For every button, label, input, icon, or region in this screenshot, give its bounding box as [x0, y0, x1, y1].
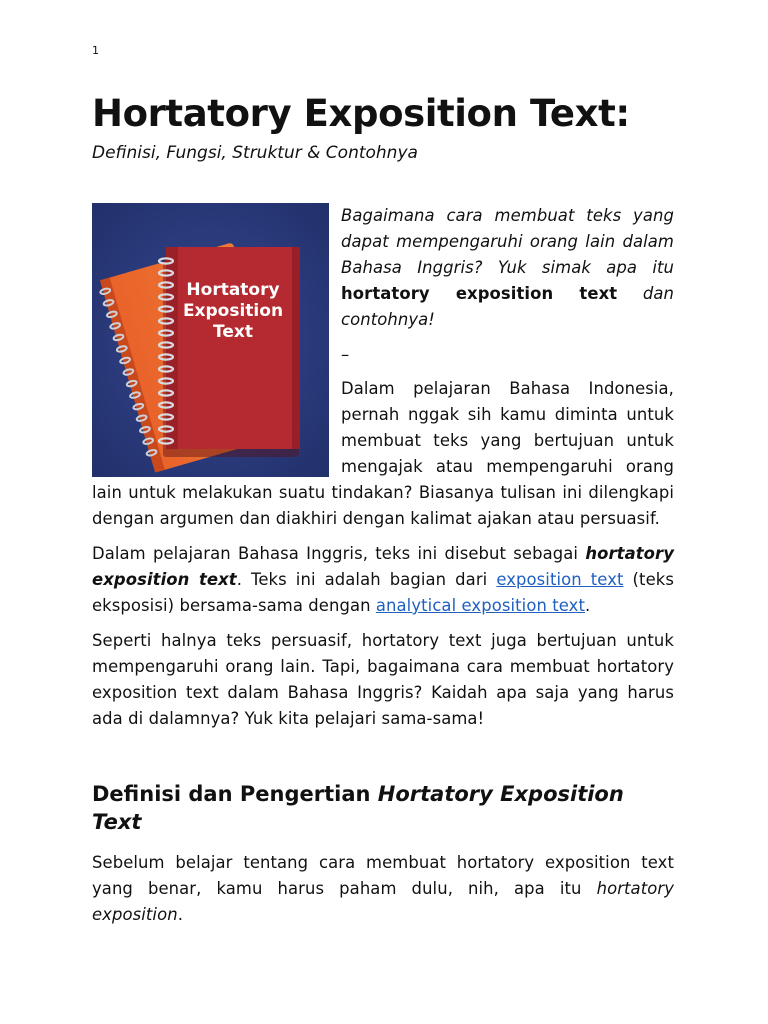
paragraph-4: Sebelum belajar tentang cara membuat hortatory exposition text yang benar, kamu harus paham dulu, nih, apa itu hortatory exposition. [92, 853, 674, 924]
intro-paragraph: Bagaimana cara membuat teks yang dapat mempengaruhi orang lain dalam Bahasa Inggris? Yuk simak apa itu hortatory exposition text dan contohnya! [341, 206, 675, 329]
cover-title-line3: Text [213, 322, 253, 342]
paragraph-1: Dalam pelajaran Bahasa Indonesia, pernah nggak sih kamu diminta untuk membuat teks yang bertujuan untuk mengajak atau mempengaruhi orang lain untuk melakukan suatu tindakan? Biasanya tulisan ini dilengkapi dengan argumen dan diakhiri dengan kalimat ajakan atau persuasif. [92, 379, 674, 528]
document-subtitle: Definisi, Fungsi, Struktur & Contohnya [92, 143, 418, 163]
term-italic: hortatory exposition [92, 879, 674, 924]
page-number: 1 [92, 44, 99, 57]
document-body [92, 203, 674, 937]
dash-separator: – [341, 345, 350, 364]
term-hortatory: hortatory exposition text [92, 544, 674, 589]
section-heading: Definisi dan Pengertian Hortatory Exposition Text [92, 782, 624, 834]
paragraph-2: Dalam pelajaran Bahasa Inggris, teks ini disebut sebagai hortatory exposition text. Teks ini adalah bagian dari exposition text (teks eksposisi) bersama-sama dengan analytical exposition text. [92, 544, 674, 615]
cover-title-line1: Hortatory [186, 280, 280, 300]
paragraph-3: Seperti halnya teks persuasif, hortatory text juga bertujuan untuk mempengaruhi orang lain. Tapi, bagaimana cara membuat hortatory exposition text dalam Bahasa Inggris? Kaidah apa saja yang harus ada di dalamnya? Yuk kita pelajari sama-sama! [92, 631, 674, 728]
analytical-exposition-link[interactable]: analytical exposition text [375, 596, 586, 615]
notebook-cover-image [92, 203, 329, 477]
cover-title-line2: Exposition [182, 301, 284, 321]
front-notebook [166, 247, 300, 449]
intro-bold-term: hortatory exposition text [341, 284, 618, 303]
exposition-text-link[interactable]: exposition text [496, 570, 624, 589]
document-title: Hortatory Exposition Text: [92, 92, 630, 135]
